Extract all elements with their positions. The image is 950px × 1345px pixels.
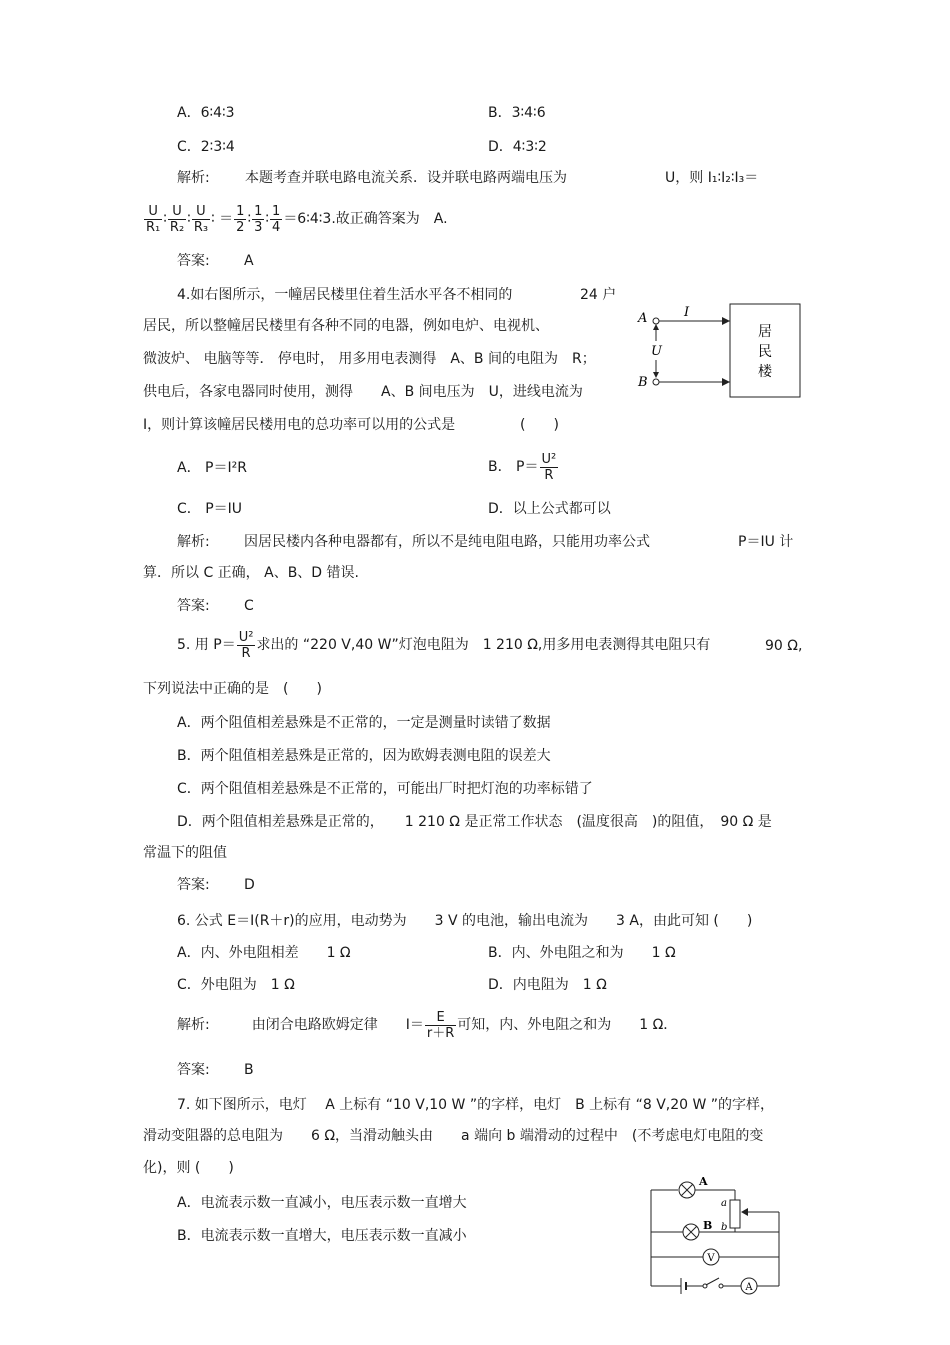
frac-u-r1: $\frac{U}{\text{R₁}}$ <box>146 203 161 235</box>
q3-analysis-tail: U，则 I₁∶I₂∶I₃＝ <box>665 170 759 186</box>
q4-line5: I，则计算该幢居民楼用电的总功率可以用的公式是 <box>143 417 456 433</box>
q5-line1-tail: 90 Ω, <box>765 638 803 654</box>
q5-option-c: C．两个阻值相差悬殊是不正常的，可能出厂时把灯泡的功率标错了 <box>177 781 593 797</box>
voltmeter-label: V <box>707 1253 715 1264</box>
q5-option-d: D．两个阻值相差悬殊是正常的， 1 210 Ω 是正常工作状态 (温度很高 )的阻值， 90 Ω 是 <box>177 814 772 830</box>
arrow-bottom <box>722 378 730 386</box>
q3-analysis-label: 解析: <box>177 170 210 186</box>
q3-analysis-text: 本题考查并联电路电流关系．设并联电路两端电压为 <box>245 170 567 186</box>
rheostat-a-end: a <box>721 1198 727 1209</box>
lamp-b-label: B <box>703 1219 713 1232</box>
frac-u-r2: $\frac{U}{\text{R₂}}$ <box>169 203 185 235</box>
ammeter-label: A <box>745 1282 753 1293</box>
q4-option-c: C． P＝IU <box>177 501 243 517</box>
q6-answer-label: 答案: <box>177 1062 210 1078</box>
q7-line2: 滑动变阻器的总电阻为 6 Ω，当滑动触头由 a 端向 b 端滑动的过程中 (不考虑电灯电阻的变 <box>143 1128 764 1144</box>
q4-answer-label: 答案: <box>177 598 210 614</box>
q5-line2: 下列说法中正确的是 ( ) <box>143 681 322 697</box>
frac-1-2: $\frac{1}{2}$ <box>236 203 245 235</box>
q4-analysis-text: 因居民楼内各种电器都有，所以不是纯电阻电路，只能用功率公式 <box>244 534 650 550</box>
voltage-label: U <box>651 344 662 359</box>
q4-line4: 供电后，各家电器同时使用，测得 A、B 间电压为 U，进线电流为 <box>143 384 583 400</box>
q7-option-b: B．电流表示数一直增大，电压表示数一直减小 <box>177 1228 467 1244</box>
q5-option-b: B．两个阻值相差悬殊是正常的，因为欧姆表测电阻的误差大 <box>177 748 551 764</box>
q7-line1: 7. 如下图所示，电灯 A 上标有 “10 V,10 W ”的字样，电灯 B 上标有 “8 V,20 W ”的字样， <box>177 1097 775 1113</box>
q3-answer-label: 答案: <box>177 253 210 269</box>
q4-line2: 居民，所以整幢居民楼里有各种不同的电器，例如电炉、电视机、 <box>143 318 549 334</box>
q4-analysis-tail: P＝IU 计 <box>738 534 794 550</box>
lamp-a-label: A <box>699 1175 708 1188</box>
q6-line1: 6. 公式 E＝I(R＋r)的应用，电动势为 3 V 的电池，输出电流为 3 A，由此可知 ( ) <box>177 913 753 929</box>
q6-option-b: B．内、外电阻之和为 1 Ω <box>488 945 676 961</box>
q4-building-diagram <box>632 300 807 400</box>
q6-option-a: A．内、外电阻相差 1 Ω <box>177 945 351 961</box>
q7-circuit-diagram <box>645 1172 790 1302</box>
q4-line1: 4.如右图所示，一幢居民楼里住着生活水平各不相同的 <box>177 287 513 303</box>
q4-analysis-line2: 算．所以 C 正确， A、B、D 错误. <box>143 565 359 581</box>
q4-line1-tail: 24 户 <box>580 287 617 303</box>
q6-answer: B <box>244 1062 254 1078</box>
rheostat-b-end: b <box>721 1222 728 1233</box>
q7-option-a: A．电流表示数一直减小，电压表示数一直增大 <box>177 1195 467 1211</box>
frac-e-rr: $\frac{E}{r+R}$ <box>426 1009 455 1041</box>
u-arrow-down <box>653 372 659 378</box>
u-arrow-up <box>653 324 659 330</box>
building-char-2: 民 <box>758 344 772 360</box>
frac-1-4: $\frac{1}{4}$ <box>272 203 281 235</box>
building-char-1: 居 <box>758 324 772 340</box>
arrow-top <box>722 317 730 325</box>
slider-arrow <box>741 1208 748 1216</box>
frac-1-3: $\frac{1}{3}$ <box>254 203 263 235</box>
q6-option-d: D．内电阻为 1 Ω <box>488 977 607 993</box>
terminal-a <box>653 318 659 324</box>
frac-u-r3: $\frac{U}{\text{R₃}}$ <box>193 203 209 235</box>
frac-u2-r: $\frac{\text{U²}}{R}$ <box>541 451 557 483</box>
q5-option-d-cont: 常温下的阻值 <box>143 845 227 861</box>
q3-option-b: B．3∶4∶6 <box>488 105 546 121</box>
q4-option-d: D．以上公式都可以 <box>488 501 611 517</box>
q5-line1: 5. 用 P＝ $\frac{\text{U²}}{R}$ 求出的 “220 V,40 W”灯泡电阻为 1 210 Ω,用多用电表测得其电阻只有 <box>177 629 711 661</box>
q4-answer: C <box>244 598 254 614</box>
q3-option-a: A．6∶4∶3 <box>177 105 235 121</box>
q5-answer-label: 答案: <box>177 877 210 893</box>
terminal-a-label: A <box>638 311 648 326</box>
rheostat <box>730 1200 740 1228</box>
frac-u2-r-q5: $\frac{\text{U²}}{R}$ <box>238 629 254 661</box>
q6-analysis: 解析: 由闭合电路欧姆定律 I＝ $\frac{E}{r+R}$ 可知，内、外电阻之和为 1 Ω． <box>177 1009 678 1041</box>
terminal-b <box>653 379 659 385</box>
q4-option-b: B． P＝ $\frac{\text{U²}}{R}$ <box>488 451 557 483</box>
current-label: I <box>684 305 690 320</box>
building-char-3: 楼 <box>758 364 772 380</box>
q4-option-a: A． P＝I²R <box>177 460 247 476</box>
q5-option-a: A．两个阻值相差悬殊是不正常的，一定是测量时读错了数据 <box>177 715 551 731</box>
switch-contact <box>719 1284 723 1288</box>
q4-line3: 微波炉、 电脑等等． 停电时， 用多用电表测得 A、B 间的电阻为 R； <box>143 351 596 367</box>
q3-option-d: D．4∶3∶2 <box>488 139 547 155</box>
terminal-b-label: B <box>638 375 648 390</box>
q3-answer: A <box>244 253 254 269</box>
q4-analysis-label: 解析: <box>177 534 210 550</box>
q4-line5-tail: ( ) <box>520 417 559 433</box>
q5-answer: D <box>244 877 255 893</box>
switch-lever <box>706 1278 719 1285</box>
q7-line3: 化)，则 ( ) <box>143 1160 234 1176</box>
q6-option-c: C．外电阻为 1 Ω <box>177 977 295 993</box>
q3-formula: $\frac{U}{\text{R₁}}$ ∶ $\frac{U}{\text{R₂}}$ ∶ $\frac{U}{\text{R₃}}$ ∶ ＝ $\frac{1}{2}$ ∶ $\frac{1}{3}$ ∶ $\frac{1}{4}$ ＝6∶4∶3.故正确答案为 A. <box>146 203 448 235</box>
q3-option-c: C．2∶3∶4 <box>177 139 235 155</box>
